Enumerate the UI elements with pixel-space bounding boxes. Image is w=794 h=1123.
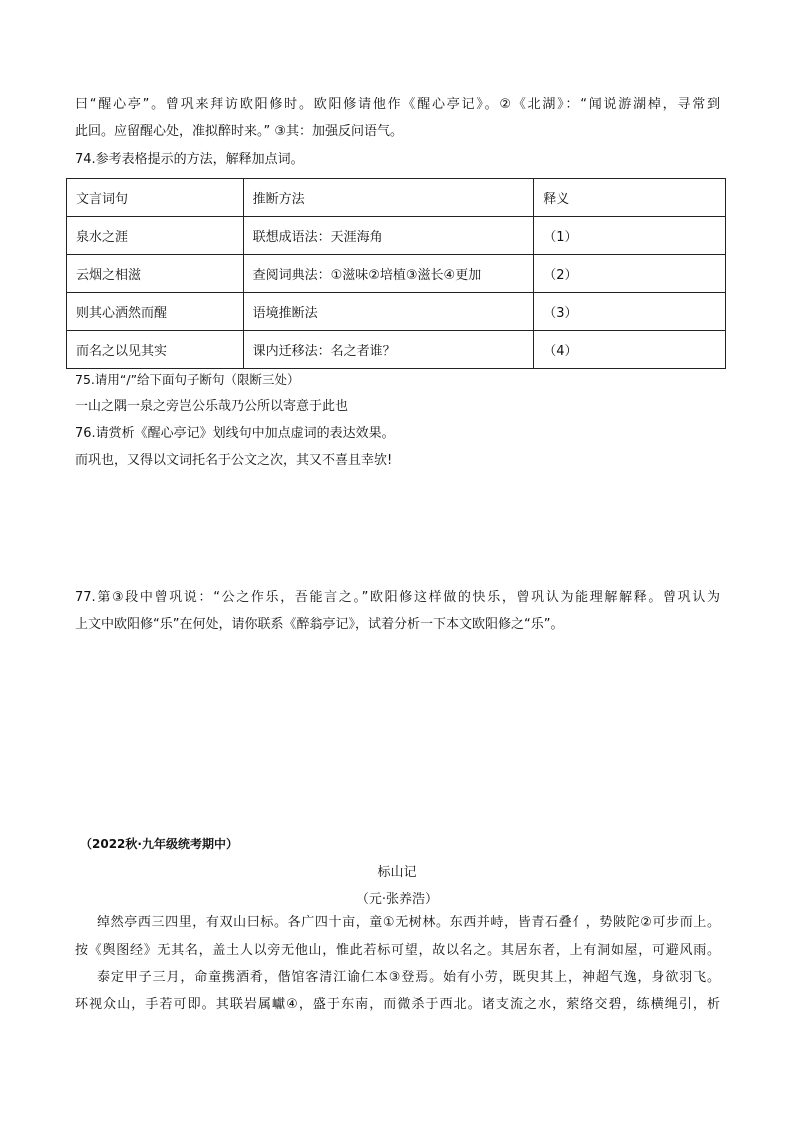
question-75: 75.请用“/”给下面句子断句（限断三处）: [75, 372, 300, 387]
answer-blank-cell[interactable]: （3）: [534, 293, 726, 331]
question-76-text: 而巩也，又得以文词托名于公文之次，其又不喜且幸欤!: [75, 453, 393, 468]
question-76: 76.请赏析《醒心亭记》划线句中加点虚词的表达效果。: [75, 426, 395, 441]
question-77-line-1: 77.第③段中曾巩说：“公之作乐，吾能言之。”欧阳修这样做的快乐，曾巩认为能理解解释。曾巩认为: [75, 590, 720, 605]
answer-blank-cell[interactable]: （4）: [534, 331, 726, 369]
table-row: [67, 331, 726, 369]
passage-line-2: 按《舆图经》无其名，盖土人以旁无他山，惟此若标可望，故以名之。其居东者，上有洞如屋，可避风雨。: [75, 943, 720, 958]
table-cell: 而名之以见其实: [67, 331, 244, 369]
answer-blank-cell[interactable]: （1）: [534, 217, 726, 255]
answer-blank-cell[interactable]: （2）: [534, 255, 726, 293]
footnote-line-1: 曰“醒心亭”。曾巩来拜访欧阳修时。欧阳修请他作《醒心亭记》。②《北湖》：“闻说游湖棹，寻常到: [75, 97, 720, 112]
table-header-cell: 释义: [534, 179, 726, 217]
passage-author: （元·张养浩）: [355, 892, 439, 907]
table-row: [67, 255, 726, 293]
passage-line-3: 泰定甲子三月，命童携酒肴，偕馆客清江谕仁本③登焉。始有小劳，既臾其上，神超气逸，身欲羽飞。: [97, 970, 720, 985]
table-cell: 则其心洒然而醒: [67, 293, 244, 331]
table-cell: 查阅词典法：①滋味②培植③滋长④更加: [243, 255, 534, 293]
interpretation-table: [66, 178, 726, 369]
question-74: 74.参考表格提示的方法，解释加点词。: [75, 152, 304, 167]
table-cell: 语境推断法: [243, 293, 534, 331]
footnote-line-2: 此回。应留醒心处，准拟醉时来。” ③其：加强反问语气。: [75, 124, 404, 139]
passage-line-4: 环视众山，手若可即。其联岩属巘④，盛于东南，而微杀于西北。诸支流之水，萦络交碧，练横绳引，析: [75, 997, 720, 1012]
table-row: [67, 293, 726, 331]
table-cell: 课内迁移法：名之者谁？: [243, 331, 534, 369]
question-77-line-2: 上文中欧阳修“乐”在何处，请你联系《醉翁亭记》，试着分析一下本文欧阳修之“乐”。: [75, 617, 564, 632]
question-75-text: 一山之隅一泉之旁岂公乐哉乃公所以寄意于此也: [75, 399, 349, 414]
table-cell: 联想成语法：天涯海角: [243, 217, 534, 255]
source-label: （2022秋·九年级统考期中）: [80, 837, 238, 851]
passage-title: 标山记: [377, 865, 417, 880]
table-cell: 泉水之涯: [67, 217, 244, 255]
table-row: [67, 217, 726, 255]
table-header-row: [67, 179, 726, 217]
table-header-cell: 推断方法: [243, 179, 534, 217]
table-header-cell: 文言词句: [67, 179, 244, 217]
table-cell: 云烟之相滋: [67, 255, 244, 293]
passage-line-1: 绰然亭西三四里，有双山曰标。各广四十亩，童①无树林。东西并峙，皆青石叠亻，势陂陀②可步而上。: [97, 915, 720, 930]
